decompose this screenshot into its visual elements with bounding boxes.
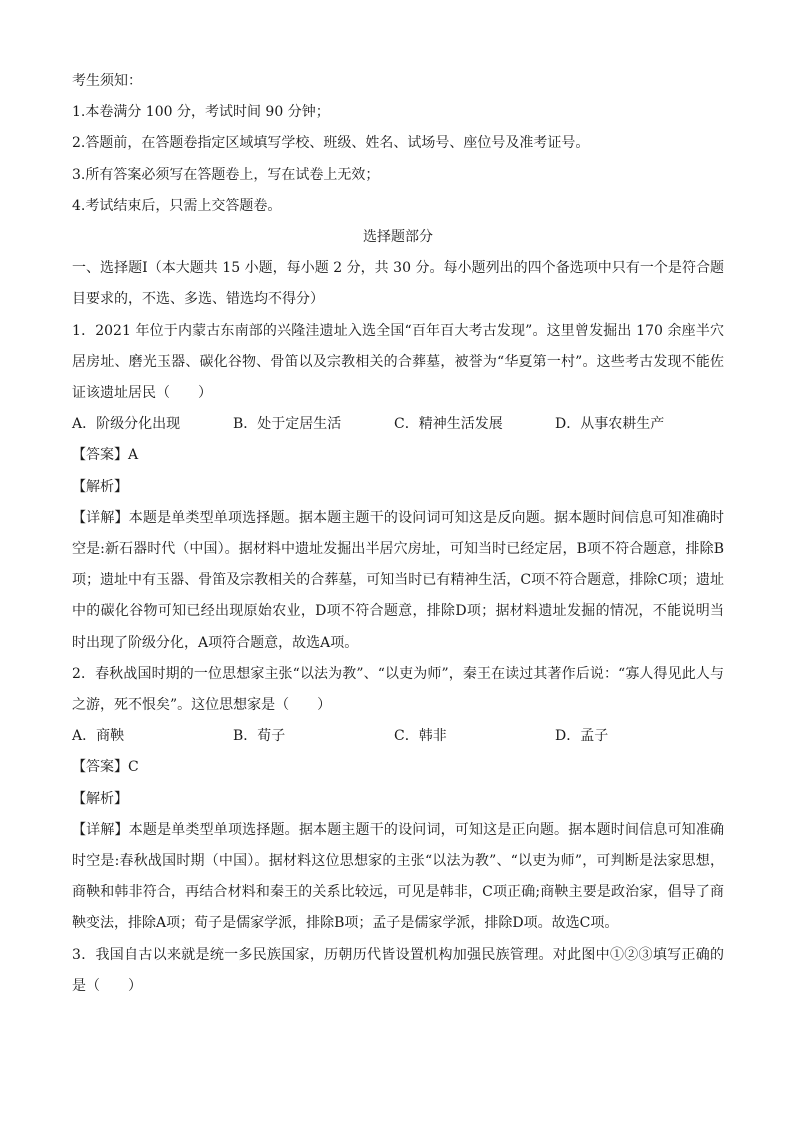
- detail-tag: 【详解】: [72, 821, 129, 838]
- question-1-answer: [72, 440, 724, 471]
- question-1-stem: 1．2021 年位于内蒙古东南部的兴隆洼遗址入选全国“百年百大考古发现”。这里曾发掘出 170 余座半穴居房址、磨光玉器、碳化谷物、骨笛以及宗教相关的合葬墓，被誉为“华夏第一村”。这些考古发现不能佐证该遗址居民（ ）: [72, 322, 724, 402]
- question-2-option-c: C．韩非: [394, 728, 447, 745]
- detail-text: 本题是单类型单项选择题。据本题主题干的设问词可知这是反向题。据本题时间信息可知准确时空是:新石器时代（中国）。据材料中遗址发掘出半居穴房址，可知当时已经定居，B项不符合题意，排除B项；遗址中有玉器、骨笛及宗教相关的合葬墓，可知当时已有精神生活，C项不符合题意，排除C项；遗址中的碳化谷物可知已经出现原始农业，D项不符合题意，排除D项；据材料遗址发掘的情况，不能说明当时出现了阶级分化，A项符合题意，故选A项。: [72, 509, 725, 651]
- notice-item-1: 1.本卷满分 100 分，考试时间 90 分钟；: [72, 104, 330, 121]
- exam-page: [72, 66, 724, 1002]
- answer-value: C: [128, 759, 139, 776]
- answer-tag: 【答案】: [72, 447, 128, 464]
- notice-title: 考生须知：: [72, 73, 142, 89]
- question-2-option-a: A．商鞅: [72, 728, 125, 745]
- question-1-options: [72, 409, 724, 440]
- question-1-option-c: C．精神生活发展: [394, 416, 503, 433]
- section-heading: 一、选择题Ⅰ（本大题共 15 小题，每小题 2 分，共 30 分。每小题列出的四个备选项中只有一个是符合题目要求的，不选、多选、错选均不得分）: [72, 260, 724, 308]
- detail-tag: 【详解】: [72, 509, 129, 526]
- detail-text: 本题是单类型单项选择题。据本题主题干的设问词，可知这是正向题。据本题时间信息可知准确时空是:春秋战国时期（中国）。据材料这位思想家的主张“以法为教”、“以吏为师”，可判断是法家思想，商鞅和韩非符合，再结合材料和秦王的关系比较远，可见是韩非，C项正确;商鞅主要是政治家，倡导了商鞅变法，排除A项；荀子是儒家学派，排除B项；孟子是儒家学派，排除D项。故选C项。: [72, 821, 725, 932]
- question-3-stem: 3．我国自古以来就是统一多民族国家，历朝历代皆设置机构加强民族管理。对此图中①②③填写正确的是（ ）: [72, 946, 724, 994]
- question-2-option-b: B．荀子: [233, 728, 286, 745]
- question-2-analysis-tag: 【解析】: [72, 790, 128, 807]
- notice-item-4: 4.考试结束后，只需上交答题卷。: [72, 197, 282, 214]
- question-1-option-b: B．处于定居生活: [233, 416, 342, 433]
- notice-item-3: 3.所有答案必须写在答题卷上，写在试卷上无效；: [72, 166, 380, 183]
- question-2-option-d: D．孟子: [555, 728, 609, 745]
- question-2-options: [72, 721, 724, 752]
- question-2-stem: 2．春秋战国时期的一位思想家主张“以法为教”、“以吏为师”，秦王在读过其著作后说：“寡人得见此人与之游，死不恨矣”。这位思想家是（ ）: [72, 665, 724, 714]
- question-1-option-d: D．从事农耕生产: [555, 416, 665, 433]
- part-title: 选择题部分: [363, 229, 433, 246]
- question-1-detail: [72, 503, 724, 659]
- question-2-answer: [72, 752, 724, 783]
- question-1-option-a: A．阶级分化出现: [72, 416, 181, 433]
- question-2-detail: [72, 815, 724, 940]
- question-1-analysis-tag: 【解析】: [72, 478, 128, 495]
- answer-tag: 【答案】: [72, 759, 128, 776]
- answer-value: A: [128, 447, 139, 464]
- notice-item-2: 2.答题前，在答题卷指定区域填写学校、班级、姓名、试场号、座位号及准考证号。: [72, 135, 590, 152]
